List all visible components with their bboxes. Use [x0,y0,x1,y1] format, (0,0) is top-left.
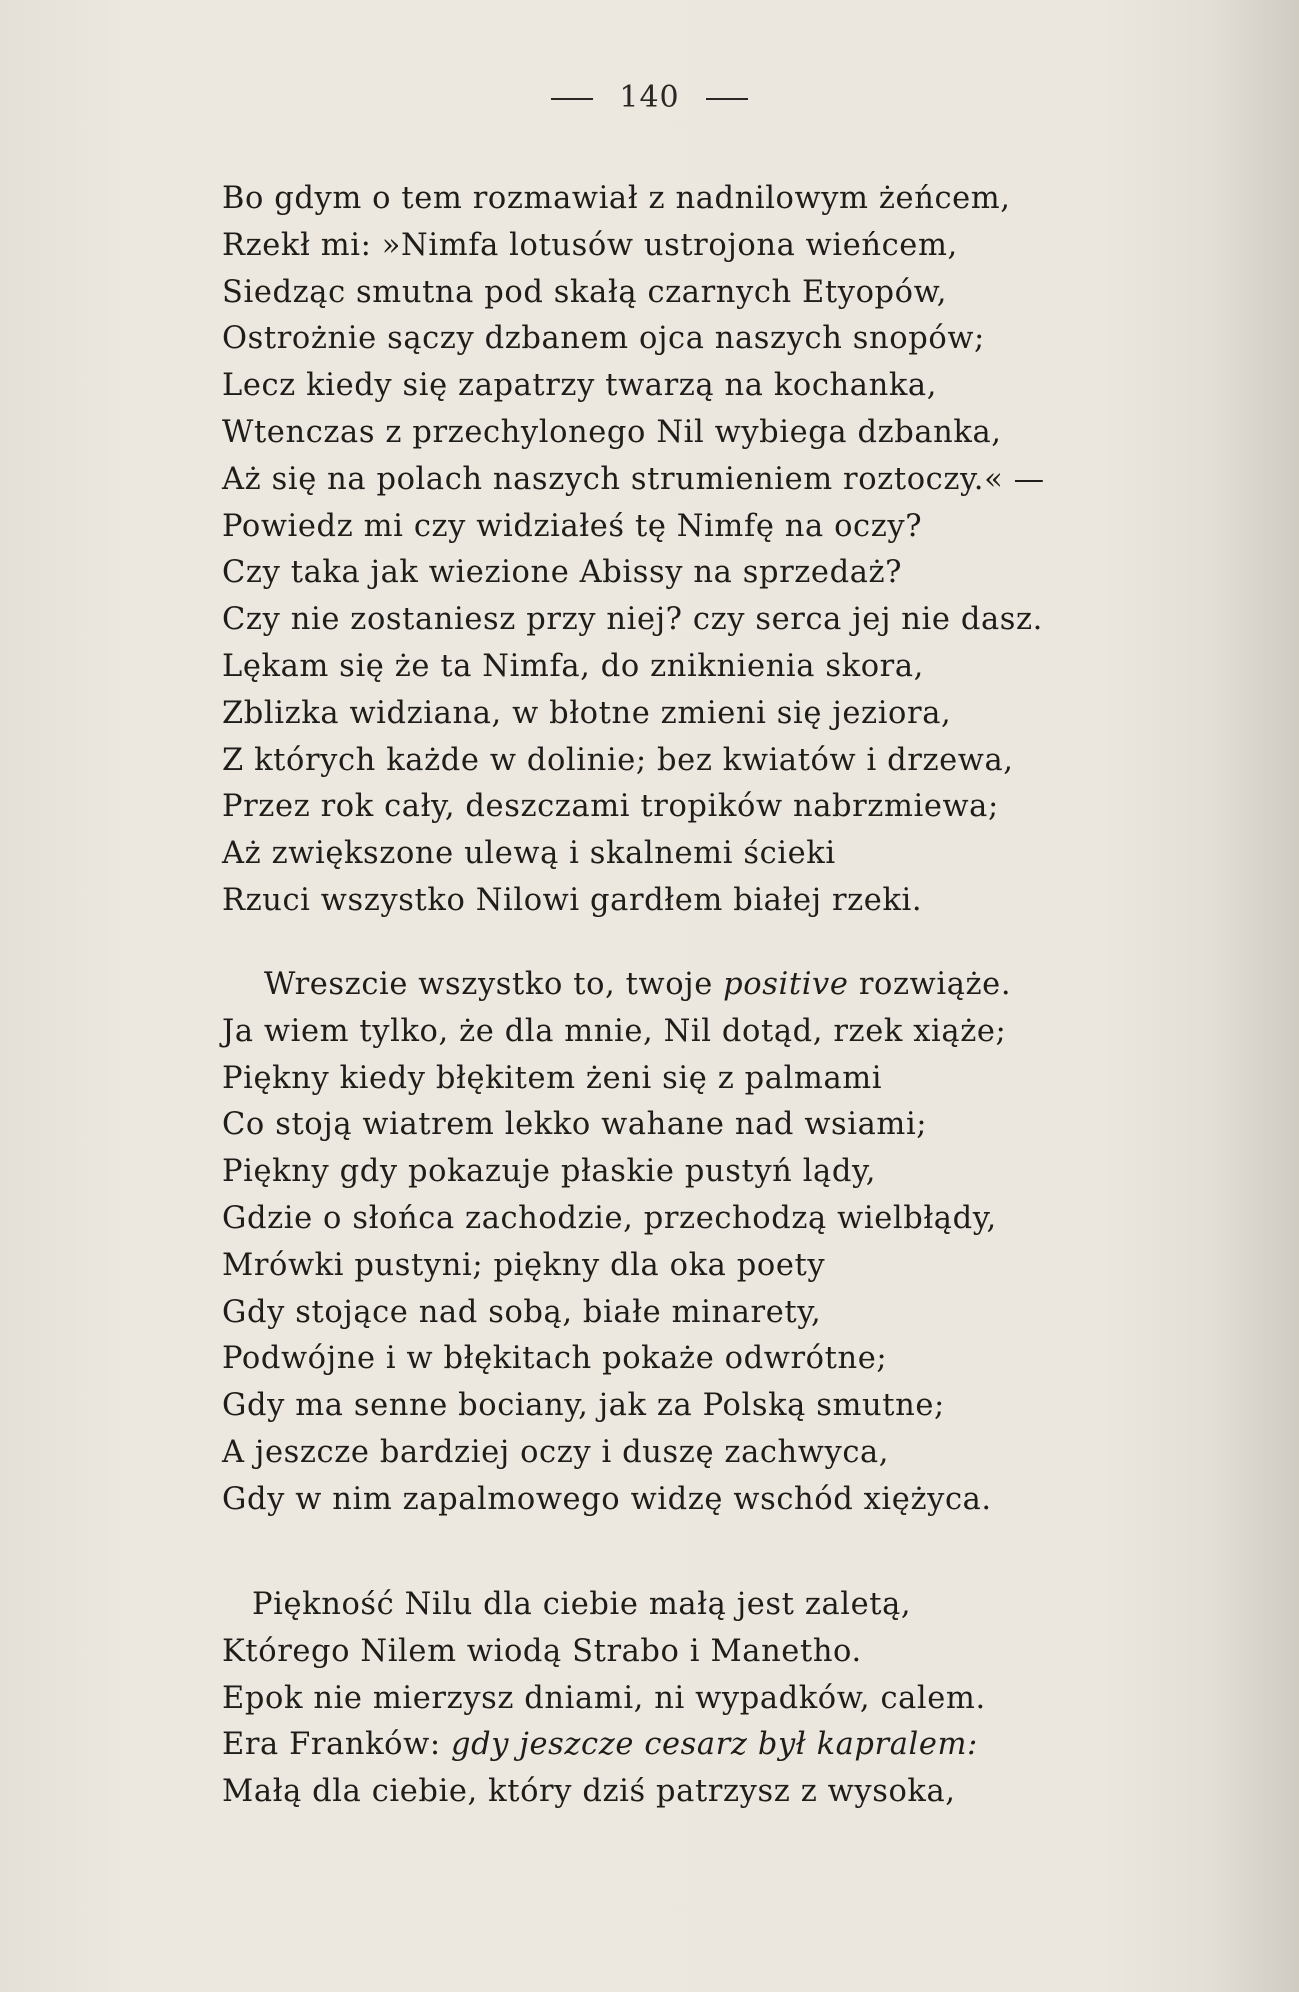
verse-italic-text: gdy jeszcze cesarz był kapralem: [451,1727,978,1763]
page-number-dash-right [706,98,748,100]
verse-line: Aż zwiększone ulewą i skalnemi ścieki [222,836,836,872]
verse-line: Lecz kiedy się zapatrzy twarzą na kochanka, [222,368,937,404]
verse-line-italic [222,1722,1222,1769]
verse-line: Czy taka jak wiezione Abissy na sprzedaż? [222,555,903,591]
verse-text: rozwiąże. [848,967,1012,1002]
verse-line: Czy nie zostaniesz przy niej? czy serca jej nie dasz. [222,602,1043,638]
verse-line: Rzuci wszystko Nilowi gardłem białej rzeki. [222,882,923,918]
page-number-text: 140 [619,80,680,115]
page-number-dash-left [551,98,593,100]
stanza-3 [222,1582,1222,1816]
verse-line: Gdy ma senne bociany, jak za Polską smutne; [222,1388,945,1424]
verse-line: Podwójne i w błękitach pokaże odwrótne; [222,1341,888,1377]
verse-line: Siedząc smutna pod skałą czarnych Etyopów, [222,274,948,310]
verse-text: Era Franków: [222,1727,452,1763]
verse-line-first [222,962,1222,1009]
verse-line: Rzekł mi: »Nimfa lotusów ustrojona wieńcem, [222,227,958,263]
stanza-2 [222,962,1222,1524]
verse-line: Ja wiem tylko, że dla mnie, Nil dotąd, rzek xiąże; [222,1013,1007,1049]
verse-line: Z których każde w dolinie; bez kwiatów i drzewa, [222,742,1014,778]
verse-line-first: Piękność Nilu dla ciebie małą jest zaletą, [252,1587,912,1622]
verse-line: Gdy stojące nad sobą, białe minarety, [222,1294,822,1330]
verse-line: Piękny kiedy błękitem żeni się z palmami [222,1060,883,1096]
verse-line: Gdy w nim zapalmowego widzę wschód xiężyca. [222,1481,992,1517]
verse-line: Zblizka widziana, w błotne zmieni się jeziora, [222,695,952,731]
page-number [0,80,1299,115]
verse-line: Mrówki pustyni; piękny dla oka poety [222,1247,826,1283]
verse-line: Epok nie mierzysz dniami, ni wypadków, calem. [222,1680,986,1716]
verse-line: Wtenczas z przechylonego Nil wybiega dzbanka, [222,414,1002,450]
verse-text: Wreszcie wszystko to, twoje [264,967,724,1002]
stanza-1 [222,176,1222,925]
verse-line: Ostrożnie sączy dzbanem ojca naszych snopów; [222,321,985,357]
verse-line: Lękam się że ta Nimfa, do zniknienia skora, [222,648,924,684]
verse-line: Aż się na polach naszych strumieniem roztoczy.« — [222,461,1045,497]
verse-line: A jeszcze bardziej oczy i duszę zachwyca, [222,1434,890,1470]
verse-line: Przez rok cały, deszczami tropików nabrzmiewa; [222,789,999,825]
verse-line: Małą dla ciebie, który dziś patrzysz z wysoka, [222,1774,956,1810]
verse-italic-text: positive [723,967,849,1002]
verse-line: Gdzie o słońca zachodzie, przechodzą wielbłądy, [222,1200,997,1236]
verse-line: Którego Nilem wiodą Strabo i Manetho. [222,1633,862,1669]
verse-line: Co stoją wiatrem lekko wahane nad wsiami; [222,1107,928,1143]
verse-line: Bo gdym o tem rozmawiał z nadnilowym żeńcem, [222,181,1011,216]
verse-line: Piękny gdy pokazuje płaskie pustyń lądy, [222,1154,877,1190]
page-gutter-shadow [1209,0,1299,1992]
verse-line: Powiedz mi czy widziałeś tę Nimfę na oczy? [222,508,923,544]
